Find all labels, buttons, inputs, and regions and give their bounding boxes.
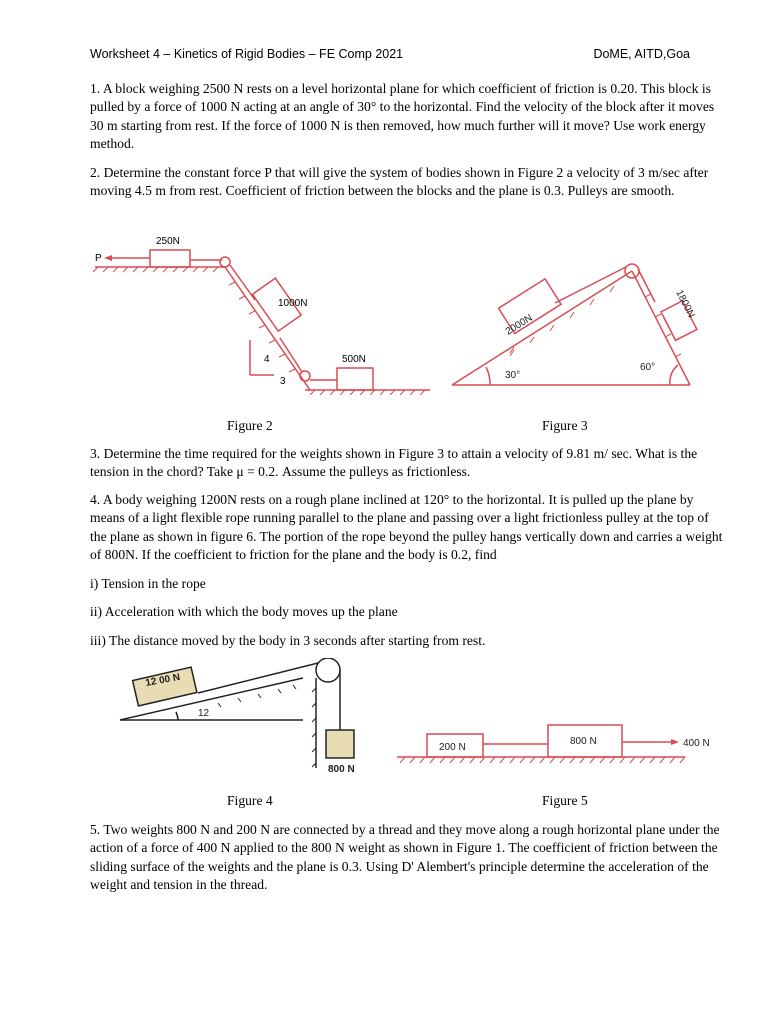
question-4: 4. A body weighing 1200N rests on a rough plane inclined at 120° to the horizontal. It is pulled up the plane by means of a light flexible rope running parallel to the plane and passing over a light frictionless pulley at the top of the plane as shown in figure 6. The portion of the rope beyond the pulley hangs vertically down and carries a weight of 800N. If the coefficient to friction for the plane and the body is 0.2, find [90,492,723,563]
fig4-800n-label: 800 N [328,764,355,775]
figure-4-caption: Figure 4 [227,793,273,808]
header-title: Worksheet 4 – Kinetics of Rigid Bodies – FE Comp 2021 [90,47,404,61]
fig2-p-label: P [95,253,102,264]
question-4-part-i: i) Tension in the rope [90,576,206,591]
fig2-slope-4: 4 [264,354,270,365]
fig4-1200n-label: 12 00 N [144,672,182,689]
fig5-400n-label: 400 N [683,738,710,749]
figure-3 [450,257,700,392]
figure-2-caption: Figure 2 [227,418,273,433]
fig2-250n-label: 250N [156,236,180,247]
figure-2 [90,230,435,395]
fig3-1800n-label: 1800N [673,288,697,320]
fig3-angle-60: 60° [640,362,656,373]
question-4-part-ii: ii) Acceleration with which the body moves up the plane [90,604,398,619]
page-header [90,47,690,61]
fig3-2000n-label: 2000N [503,312,535,338]
fig2-slope-3: 3 [280,376,286,387]
header-department: DoME, AITD,Goa [593,47,690,61]
figure-5-caption: Figure 5 [542,793,588,808]
question-1: 1. A block weighing 2500 N rests on a level horizontal plane for which coefficient of friction is 0.20. This block is pulled by a force of 1000 N acting at an angle of 30° to the horizontal. Find the velocity of the block after it moves 30 m starting from rest. If the force of 1000 N is then removed, how much further will it move? Use work energy method. [90,81,715,152]
question-3: 3. Determine the time required for the weights shown in Figure 3 to attain a velocity of 9.81 m/ sec. What is the tension in the chord? Take μ = 0.2. Assume the pulleys as frictionless. [90,446,698,480]
fig5-200n-label: 200 N [439,742,466,753]
figure-3-caption: Figure 3 [542,418,588,433]
fig2-1000n-label: 1000N [278,298,308,309]
figure-4 [118,658,388,778]
question-2: 2. Determine the constant force P that will give the system of bodies shown in Figure 2 a velocity of 3 m/sec after moving 4.5 m from rest. Coefficient of friction between the blocks and the plane is 0.3. Pulleys are smooth. [90,165,709,199]
fig5-800n-label: 800 N [570,736,597,747]
question-5: 5. Two weights 800 N and 200 N are connected by a thread and they move along a rough horizontal plane under the action of a force of 400 N applied to the 800 N weight as shown in Figure 1. The coefficient of friction between the sliding surface of the weights and the plane is 0.3. Using D' Alembert's principle determine the acceleration of the weight and tension in the thread. [90,822,720,893]
figure-5 [395,722,720,772]
fig3-angle-30: 30° [505,370,521,381]
fig4-angle: 12 [198,708,210,719]
fig2-500n-label: 500N [342,354,366,365]
question-4-part-iii: iii) The distance moved by the body in 3 seconds after starting from rest. [90,633,486,648]
